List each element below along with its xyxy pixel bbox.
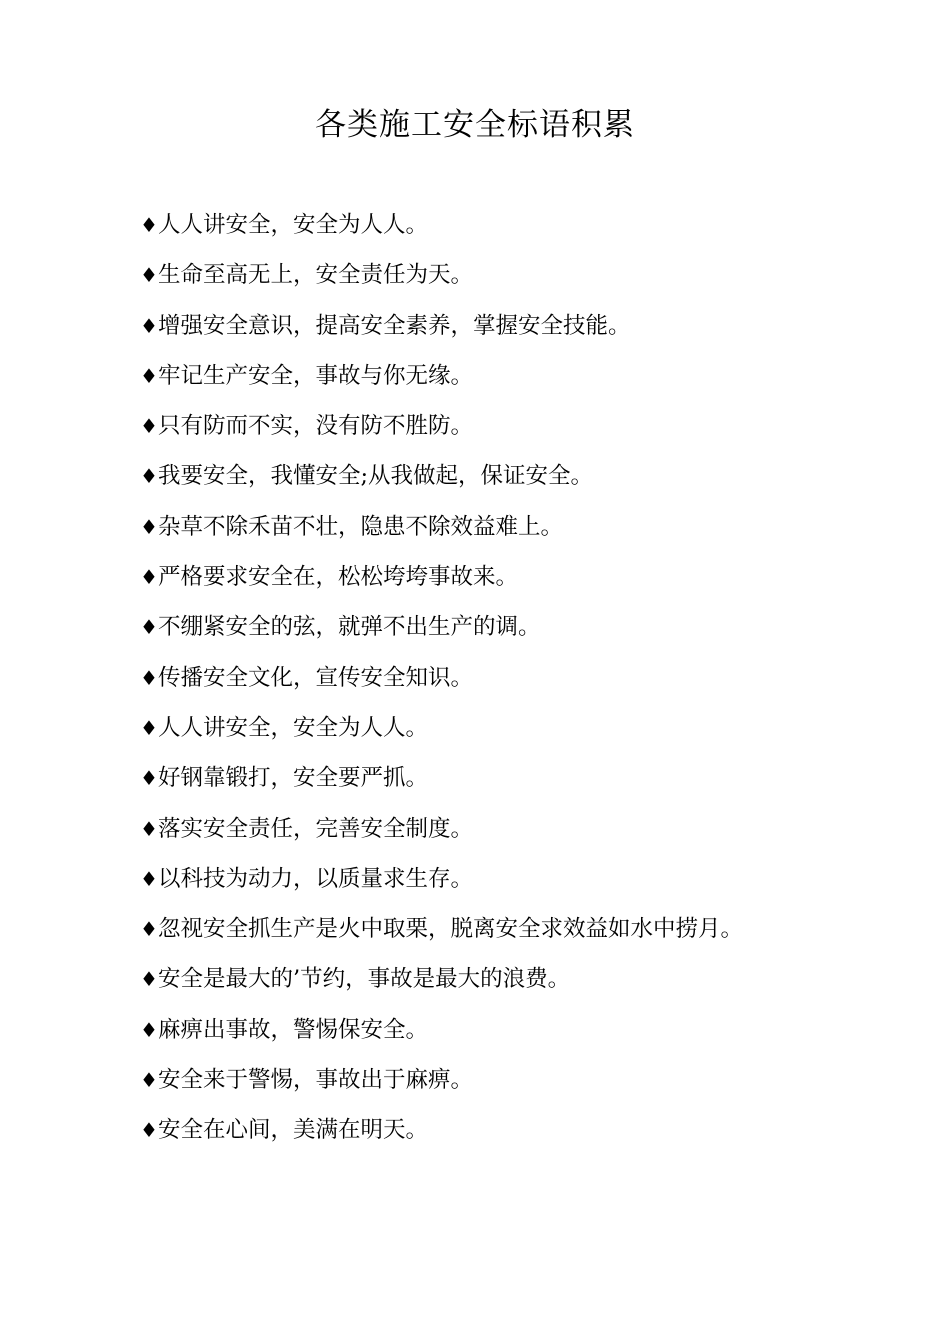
slogan-item: [140, 401, 750, 451]
slogan-text: 忽视安全抓生产是火中取栗，脱离安全求效益如水中捞月。: [157, 916, 743, 943]
diamond-bullet-icon: ♦: [140, 665, 158, 690]
diamond-bullet-icon: ♦: [140, 213, 158, 237]
diamond-bullet-icon: ♦: [140, 313, 158, 338]
diamond-bullet-icon: ♦: [140, 816, 158, 841]
slogan-item: [140, 451, 750, 501]
diamond-bullet-icon: ♦: [140, 766, 158, 791]
slogan-item: [140, 854, 750, 904]
slogan-text: 牢记生产安全，事故与你无缘。: [157, 362, 473, 389]
slogan-item: [140, 351, 750, 401]
slogan-item: [140, 904, 750, 954]
slogan-item: [140, 502, 750, 552]
slogan-item: [140, 653, 750, 703]
slogan-text: 增强安全意识，提高安全素养，掌握安全技能。: [157, 312, 631, 339]
slogan-item: [140, 1005, 750, 1055]
diamond-bullet-icon: ♦: [140, 715, 158, 740]
diamond-bullet-icon: ♦: [140, 1068, 158, 1093]
slogan-item: [140, 703, 750, 753]
slogan-text: 人人讲安全，安全为人人。: [157, 714, 428, 741]
slogan-item: [140, 804, 750, 854]
slogan-text: 以科技为动力，以质量求生存。: [157, 865, 473, 892]
slogan-item: [140, 753, 750, 803]
slogan-text: 我要安全，我懂安全;从我做起，保证安全。: [157, 463, 594, 490]
document-title: 各类施工安全标语积累: [315, 107, 635, 143]
diamond-bullet-icon: ♦: [140, 414, 158, 439]
slogan-text: 安全在心间，美满在明天。: [157, 1117, 428, 1144]
slogan-text: 不绷紧安全的弦，就弹不出生产的调。: [157, 614, 541, 641]
diamond-bullet-icon: ♦: [140, 967, 158, 992]
diamond-bullet-icon: ♦: [140, 565, 158, 590]
diamond-bullet-icon: ♦: [140, 464, 158, 489]
diamond-bullet-icon: ♦: [140, 363, 158, 388]
slogan-item: [140, 301, 750, 351]
slogan-text: 落实安全责任，完善安全制度。: [157, 815, 473, 842]
diamond-bullet-icon: ♦: [140, 866, 158, 891]
diamond-bullet-icon: ♦: [140, 263, 158, 288]
slogan-text: 人人讲安全，安全为人人。: [157, 212, 428, 238]
slogan-item: [140, 1055, 750, 1105]
slogan-item: [140, 1105, 750, 1155]
diamond-bullet-icon: ♦: [140, 917, 158, 942]
slogan-text: 只有防而不实，没有防不胜防。: [157, 413, 473, 440]
slogan-item: [140, 602, 750, 652]
diamond-bullet-icon: ♦: [140, 1017, 158, 1042]
slogan-text: 传播安全文化，宣传安全知识。: [157, 664, 473, 691]
slogan-text: 麻痹出事故，警惕保安全。: [157, 1016, 428, 1043]
slogan-item: [140, 250, 750, 300]
slogan-item: [140, 954, 750, 1004]
slogan-item: [140, 552, 750, 602]
slogan-item: [140, 200, 750, 250]
diamond-bullet-icon: ♦: [140, 615, 158, 640]
diamond-bullet-icon: ♦: [140, 514, 158, 539]
slogan-text: 生命至高无上，安全责任为天。: [157, 262, 473, 289]
slogan-text: 安全来于警惕，事故出于麻痹。: [157, 1067, 473, 1094]
slogan-text: 严格要求安全在，松松垮垮事故来。: [157, 564, 518, 591]
slogan-text: 好钢靠锻打，安全要严抓。: [157, 765, 428, 792]
slogan-list: [140, 200, 750, 1156]
slogan-text: 杂草不除禾苗不壮，隐患不除效益难上。: [157, 513, 563, 540]
slogan-text: 安全是最大的’节约，事故是最大的浪费。: [157, 966, 571, 993]
diamond-bullet-icon: ♦: [140, 1118, 158, 1143]
